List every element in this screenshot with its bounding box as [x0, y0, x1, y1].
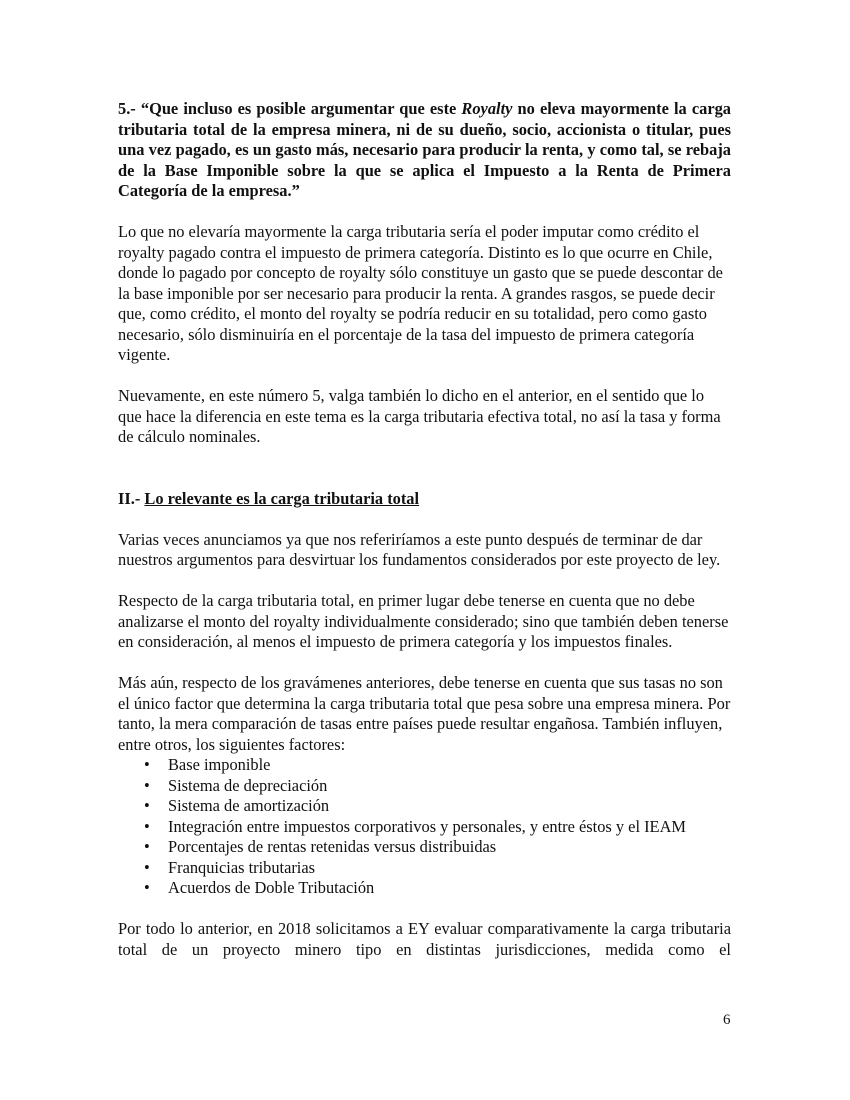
spacer	[118, 899, 731, 920]
list-item: • Franquicias tributarias	[144, 857, 316, 877]
quoted-argument-5	[118, 99, 731, 202]
spacer	[118, 571, 731, 592]
paragraph-credit-vs-expense: Lo que no elevaría mayormente la carga tributaria sería el poder imputar como crédito el royalty pagado contra el impuesto de primera categoría. Distinto es lo que ocurre en Chile, donde lo pagado por concepto de royalty sólo constituye un gasto que se puede descontar de la base imponible por ser necesario para producir la renta. A grandes rasgos, se puede decir que, como crédito, el monto del royalty se podría reducir en su totalidad, pero como gasto necesario, sólo disminuiría en el porcentaje de la tasa del impuesto de primera categoría vigente.	[118, 222, 723, 364]
paragraph-announcement: Varias veces anunciamos ya que nos referiríamos a este punto después de terminar de dar nuestros argumentos para desvirtuar los fundamentos considerados por este proyecto de ley.	[118, 529, 721, 569]
bullet-icon: •	[144, 837, 150, 856]
bullet-icon: •	[144, 755, 150, 774]
list-item: • Acuerdos de Doble Tributación	[144, 878, 375, 897]
spacer	[118, 366, 731, 387]
section-title: Lo relevante es la carga tributaria total	[144, 488, 420, 508]
list-item: • Sistema de depreciación	[144, 775, 328, 795]
list-item: • Integración entre impuestos corporativos y personales, y entre éstos y el IEAM	[144, 816, 686, 836]
quote-text-end: no eleva mayormente la carga tributaria total de la empresa minera, ni de su dueño, socio, accionista o titular, pues una vez pagado, es un gasto más, necesario para producir la renta, y como tal, se rebaja de la Base Imponible sobre la que se aplica el Impuesto a la Renta de Primera Categoría de la empresa.”	[118, 99, 731, 200]
section-number: II.-	[118, 488, 145, 508]
bullet-icon: •	[144, 878, 150, 897]
spacer	[118, 202, 731, 223]
page-number: 6	[723, 1012, 731, 1028]
paragraph-total-tax-burden: Respecto de la carga tributaria total, en primer lugar debe tenerse en cuenta que no debe analizarse el monto del royalty individualmente considerado; sino que también deben tenerse en consideración, al menos el impuesto de primera categoría y los impuestos finales.	[118, 591, 729, 651]
bullet-icon: •	[144, 775, 150, 795]
paragraph-rates-not-only-factor: Más aún, respecto de los gravámenes anteriores, debe tenerse en cuenta que sus tasas no son el único factor que determina la carga tributaria total que pesa sobre una empresa minera. Por tanto, la mera comparación de tasas entre países puede resultar engañosa. También influyen, entre otros, los siguientes factores:	[118, 673, 731, 754]
list-item: • Porcentajes de rentas retenidas versus distribuidas	[144, 837, 497, 856]
list-item: • Base imponible	[144, 755, 271, 774]
paragraph-number-5-note: Nuevamente, en este número 5, valga también lo dicho en el anterior, en el sentido que lo que hace la diferencia en este tema es la carga tributaria efectiva total, no así la tasa y forma de cálculo nominales.	[118, 386, 721, 446]
bullet-icon: •	[144, 857, 150, 877]
bullet-icon: •	[144, 796, 150, 815]
quote-text-start: “Que incluso es posible argumentar que este	[140, 99, 462, 118]
spacer	[118, 653, 731, 674]
spacer	[118, 448, 731, 489]
royalty-italic: Royalty	[461, 99, 513, 118]
list-item: • Sistema de amortización	[144, 796, 330, 815]
bullet-icon: •	[144, 816, 150, 836]
section-heading-ii	[118, 489, 731, 510]
factors-list	[118, 755, 731, 899]
spacer	[118, 509, 731, 530]
item-number: 5.-	[118, 99, 141, 118]
document-page	[118, 99, 731, 960]
paragraph-ey-evaluation: Por todo lo anterior, en 2018 solicitamos a EY evaluar comparativamente la carga tributaria total de un proyecto minero tipo en distintas jurisdicciones, medida como el	[118, 919, 731, 959]
